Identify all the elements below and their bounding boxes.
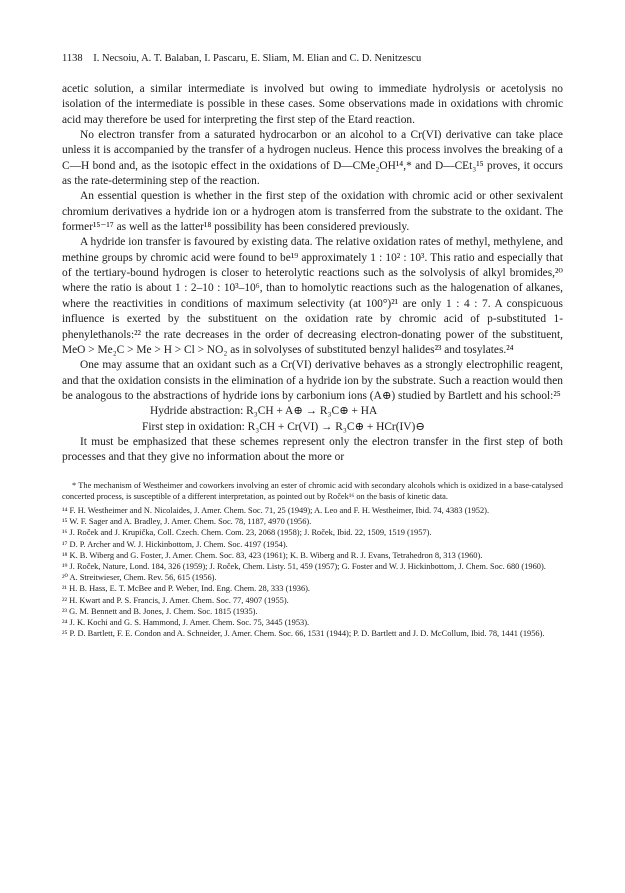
paragraph: One may assume that an oxidant such as a Cr(VI) derivative behaves as a strongly electrophilic reagent, and that the oxidation consists in the elimination of a hydride ion by the substrate. Such a reaction would then be analogous to the abstractions of hydride ions by carbonium ions (A⊕) studied by Bartlett and his school:²⁵ xyxy=(62,359,563,402)
reference-item: ¹⁸ K. B. Wiberg and G. Foster, J. Amer. Chem. Soc. 83, 423 (1961); K. B. Wiberg and R. J. Evans, Tetrahedron 8, 313 (1960). xyxy=(62,550,483,560)
equation-hydride-abstraction: Hydride abstraction: R₃CH + A⊕ → R₃C⊕ + HA xyxy=(150,405,378,418)
footnotes xyxy=(62,480,563,640)
section-spacer xyxy=(62,466,563,474)
reference-item: ¹⁶ J. Roček and J. Krupička, Coll. Czech. Chem. Com. 23, 2068 (1958); J. Roček, Ibid. 22, 1509, 1519 (1957). xyxy=(62,528,432,538)
footnote: * The mechanism of Westheimer and coworkers involving an ester of chromic acid with secondary alcohols which is oxidized in a base-catalysed concerted process, is susceptible of a different interpretation, as pointed out by Roček¹⁶ on the basis of kinetic data. xyxy=(62,480,563,501)
paragraph: No electron transfer from a saturated hydrocarbon or an alcohol to a Cr(VI) derivative can take place unless it is accompanied by the transfer of a hydrogen nucleus. Hence this process involves the breaking of a C—H bond and, as the isotopic effect in the oxidations of D—CMe₂OH¹⁴,* and D—CEt₃¹⁵ proves, it occurs as the rate-determining step of the reaction. xyxy=(62,129,563,188)
reference-item: ²⁴ J. K. Kochi and G. S. Hammond, J. Amer. Chem. Soc. 75, 3445 (1953). xyxy=(62,618,310,628)
reference-item: ²² H. Kwart and P. S. Francis, J. Amer. Chem. Soc. 77, 4907 (1955). xyxy=(62,595,289,605)
reference-item: ¹⁷ D. P. Archer and W. J. Hickinbottom, J. Chem. Soc. 4197 (1954). xyxy=(62,539,288,549)
paragraph: A hydride ion transfer is favoured by existing data. The relative oxidation rates of methyl, methylene, and methine groups by chromic acid were found to be¹⁹ approximately 1 : 10² : 10³. This ratio and especially that of the tertiary-bound hydrogen is closer to heterolytic reactions such as the solvolysis of alkyl bromides,²⁰ where the ratio is about 1 : 2–10 : 10³–10⁶, than to homolytic reactions such as the halogenation of alkanes, where the reactivities in conditions of maximum selectivity (at 100°)²¹ are only 1 : 4 : 7. A conspicuous influence is exerted by the substituent on the oxidation rate by chromic acid of p-substituted 1-phenylethanols:²² the rate decreases in the order of decreasing electron-donating power of the substituent, MeO > Me₂C > Me > H > Cl > NO₂ as in solvolyses of substituted benzyl halides²³ and tosylates.²⁴ xyxy=(62,236,563,356)
paragraph: It must be emphasized that these schemes represent only the electron transfer in the first step of both processes and that they give no information about the more or xyxy=(62,435,563,464)
paragraph: An essential question is whether in the first step of the oxidation with chromic acid or other sexivalent chromium derivatives a hydride ion or a hydrogen atom is transferred from the substrate to the oxidant. The former¹⁵⁻¹⁷ as well as the latter¹⁸ possibility has been considered previously. xyxy=(62,190,563,234)
equation-oxidation-first-step: First step in oxidation: R₃CH + Cr(VI) → R₃C⊕ + HCr(IV)⊖ xyxy=(142,420,425,433)
reference-item: ²⁵ P. D. Bartlett, F. E. Condon and A. Schneider, J. Amer. Chem. Soc. 66, 1531 (1944); P. D. Bartlett and J. D. McCollum, Ibid. 78, 1441 (1956). xyxy=(62,629,545,639)
reference-item: ²⁰ A. Streitwieser, Chem. Rev. 56, 615 (1956). xyxy=(62,573,217,583)
running-header xyxy=(62,52,563,66)
reference-item: ¹⁵ W. F. Sager and A. Bradley, J. Amer. Chem. Soc. 78, 1187, 4970 (1956). xyxy=(62,517,312,527)
reference-item: ¹⁴ F. H. Westheimer and N. Nicolaides, J. Amer. Chem. Soc. 71, 25 (1949); A. Leo and F. H. Westheimer, Ibid. 74, 4383 (1952). xyxy=(62,506,490,515)
paragraph: acetic solution, a similar intermediate is involved but owing to immediate hydrolysis or acetolysis no isolation of the intermediate is possible in these cases. Some observations made in oxidations with chromic acid may therefore be used for interpreting the first step of the Etard reaction. xyxy=(62,83,563,126)
page-number: 1138 xyxy=(62,53,83,64)
body-text xyxy=(62,82,563,466)
reference-item: ¹⁹ J. Roček, Nature, Lond. 184, 326 (1959); J. Roček, Chem. Listy. 51, 459 (1957); G. Foster and W. J. Hickinbottom, J. Chem. Soc. 680 (1960). xyxy=(62,562,546,572)
reference-item: ²¹ H. B. Hass, E. T. McBee and P. Weber, Ind. Eng. Chem. 28, 333 (1936). xyxy=(62,584,311,594)
reference-item: ²³ G. M. Bennett and B. Jones, J. Chem. Soc. 1815 (1935). xyxy=(62,606,258,616)
author-line: I. Necsoiu, A. T. Balaban, I. Pascaru, E. Sliam, M. Elian and C. D. Nenitzescu xyxy=(93,53,422,64)
